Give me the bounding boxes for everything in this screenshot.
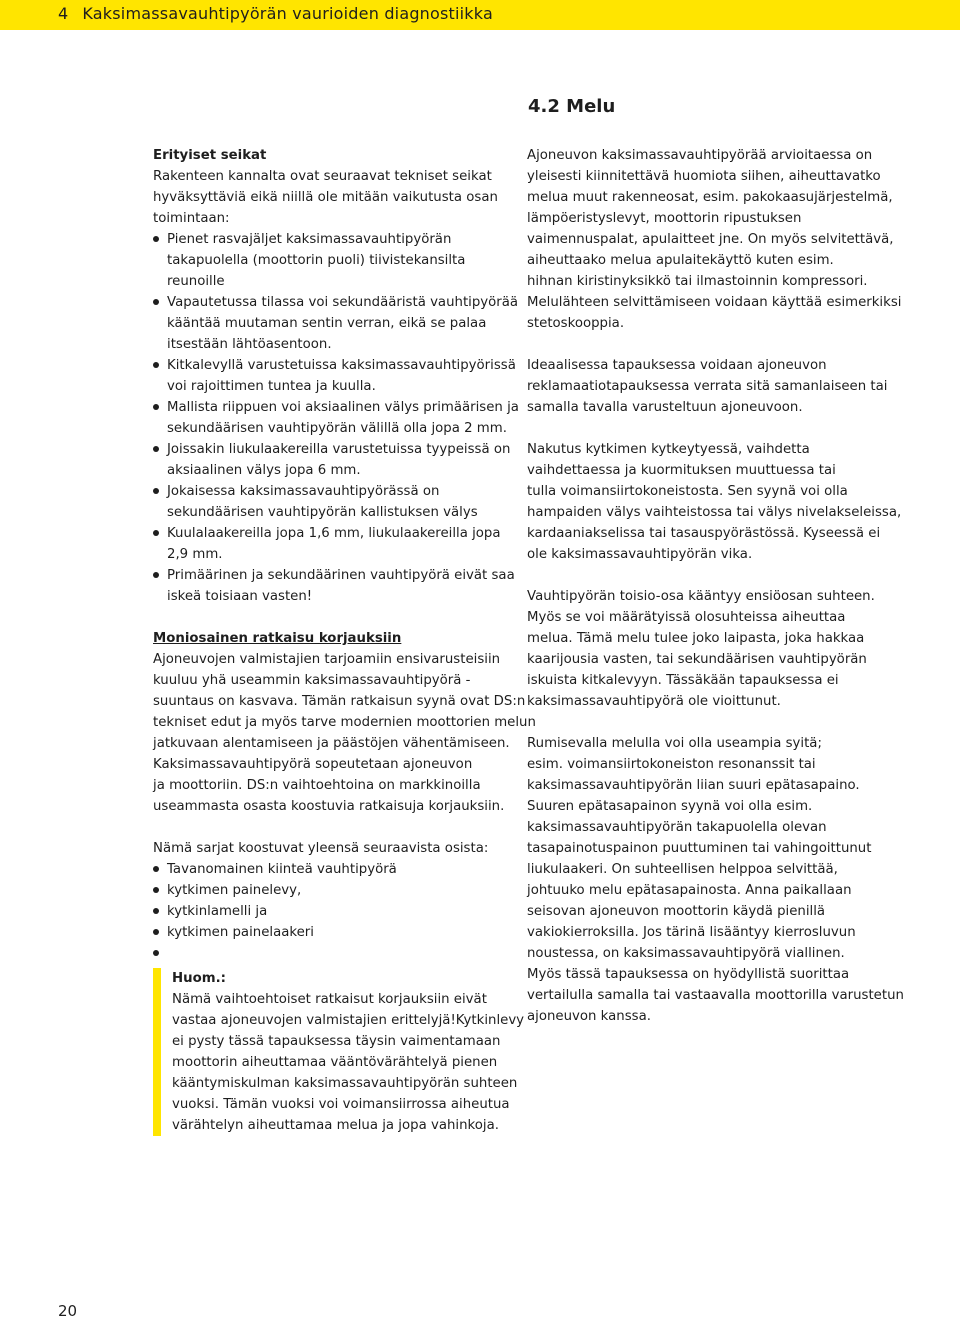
- right-paragraph-line: melua muut rakenneosat, esim. pakokaasujärjestelmä,: [527, 190, 893, 205]
- chapter-header-bar: [0, 0, 960, 30]
- erityiset-heading: Erityiset seikat: [153, 148, 267, 163]
- sarjat-list-item: Tavanomainen kiinteä vauhtipyörä: [153, 859, 528, 880]
- right-paragraph-line: kaksimassavauhtipyörä ole vioittunut.: [527, 694, 781, 709]
- moniosainen-paragraph-line: kuuluu yhä useammin kaksimassavauhtipyörä -: [153, 673, 471, 688]
- right-paragraph-line: seisovan ajoneuvon moottorin käydä pienillä: [527, 904, 826, 919]
- erityiset-bullet-line: aksiaalinen välys jopa 6 mm.: [167, 463, 361, 478]
- erityiset-bullet-line: Joissakin liukulaakereilla varustetuissa tyypeissä on: [153, 439, 528, 460]
- right-paragraph-line: kaksimassavauhtipyörän takapuolella olevan: [527, 820, 827, 835]
- right-paragraph-line: Myös tässä tapauksessa on hyödyllistä suorittaa: [527, 967, 850, 982]
- chapter-number: 4: [58, 4, 69, 23]
- right-paragraph-line: noustessa, on kaksimassavauhtipyörä viallinen.: [527, 946, 845, 961]
- erityiset-bullet-line: itsestään lähtöasentoon.: [167, 337, 332, 352]
- chapter-title: Kaksimassavauhtipyörän vaurioiden diagnostiikka: [82, 4, 493, 23]
- erityiset-bullet-line: Kuulalaakereilla jopa 1,6 mm, liukulaakereilla jopa: [153, 523, 528, 544]
- right-paragraph-line: lämpöeristyslevyt, moottorin ripustuksen: [527, 211, 802, 226]
- erityiset-intro-line: Rakenteen kannalta ovat seuraavat tekniset seikat: [153, 169, 492, 184]
- erityiset-bullet-line: Mallista riippuen voi aksiaalinen välys primäärisen ja: [153, 397, 528, 418]
- sarjat-list-item: [153, 943, 528, 964]
- right-paragraph-line: melua. Tämä melu tulee joko laipasta, joka hakkaa: [527, 631, 865, 646]
- sarjat-list-item: kytkimen painelevy,: [153, 880, 528, 901]
- erityiset-bullet-line: Pienet rasvajäljet kaksimassavauhtipyörän: [153, 229, 528, 250]
- right-paragraph-line: tulla voimansiirtokoneistosta. Sen syynä voi olla: [527, 484, 848, 499]
- erityiset-intro-line: toimintaan:: [153, 211, 230, 226]
- spacer: [527, 712, 922, 733]
- right-paragraph-line: Ideaalisessa tapauksessa voidaan ajoneuvon: [527, 358, 827, 373]
- right-paragraph-line: iskuista kitkalevyyn. Tässäkään tapauksessa ei: [527, 673, 839, 688]
- note-accent-bar: [153, 968, 161, 1136]
- note-text: [153, 968, 528, 1136]
- right-paragraph-line: Vauhtipyörän toisio-osa kääntyy ensiöosan suhteen.: [527, 589, 875, 604]
- erityiset-bullet-line: sekundäärisen vauhtipyörän välillä olla jopa 2 mm.: [167, 421, 507, 436]
- right-paragraph-line: Nakutus kytkimen kytkeytyessä, vaihdetta: [527, 442, 810, 457]
- right-paragraph-line: vertailulla samalla tai vastaavalla moottorilla varustetun: [527, 988, 904, 1003]
- erityiset-bullet-line: 2,9 mm.: [167, 547, 223, 562]
- right-paragraph-line: Suuren epätasapainon syynä voi olla esim.: [527, 799, 813, 814]
- chapter-header: [58, 4, 493, 23]
- right-column: [527, 145, 922, 1027]
- note-line: vastaa ajoneuvojen valmistajien erittelyjä!Kytkinlevy: [172, 1013, 525, 1028]
- right-paragraph-line: stetoskooppia.: [527, 316, 625, 331]
- erityiset-bullet-line: Vapautetussa tilassa voi sekundääristä vauhtipyörää: [153, 292, 528, 313]
- right-paragraph-line: vakiokierroksilla. Jos tärinä lisääntyy kierrosluvun: [527, 925, 856, 940]
- erityiset-bullet-line: voi rajoittimen tuntea ja kuulla.: [167, 379, 376, 394]
- note-line: moottorin aiheuttamaa vääntövärähtelyä pienen: [172, 1055, 498, 1070]
- note-line: kääntymiskulman kaksimassavauhtipyörän suhteen: [172, 1076, 518, 1091]
- right-paragraph-line: reklamaatiotapauksessa verrata sitä samanlaiseen tai: [527, 379, 888, 394]
- right-paragraph-line: Melulähteen selvittämiseen voidaan käyttää esimerkiksi: [527, 295, 902, 310]
- erityiset-intro-line: hyväksyttäviä eikä niillä ole mitään vaikutusta osan: [153, 190, 498, 205]
- erityiset-bullet-line: sekundäärisen vauhtipyörän kallistuksen välys: [167, 505, 478, 520]
- moniosainen-paragraph-line: useammasta osasta koostuvia ratkaisuja korjauksiin.: [153, 799, 505, 814]
- right-paragraph-line: kardaaniakselissa tai tasauspyörästössä. Kyseessä ei: [527, 526, 881, 541]
- spacer: [153, 607, 528, 628]
- right-paragraph-line: johtuuko melu epätasapainosta. Anna paikallaan: [527, 883, 852, 898]
- sarjat-list-item: kytkimen painelaakeri: [153, 922, 528, 943]
- right-paragraph-line: tasapainotuspainon puuttuminen tai vahingoittunut: [527, 841, 872, 856]
- moniosainen-paragraph-line: ja moottoriin. DS:n vaihtoehtoina on markkinoilla: [153, 778, 481, 793]
- note-line: Nämä vaihtoehtoiset ratkaisut korjauksiin eivät: [172, 992, 487, 1007]
- note-box: [153, 968, 528, 1136]
- right-paragraph-line: esim. voimansiirtokoneiston resonanssit tai: [527, 757, 816, 772]
- right-paragraph-line: vaihdettaessa ja kuormituksen muuttuessa tai: [527, 463, 836, 478]
- right-paragraph-line: Myös se voi määrätyissä olosuhteissa aiheuttaa: [527, 610, 846, 625]
- erityiset-bullet-line: Jokaisessa kaksimassavauhtipyörässä on: [153, 481, 528, 502]
- right-paragraph-line: kaksimassavauhtipyörän liian suuri epätasapaino.: [527, 778, 860, 793]
- note-label: Huom.:: [172, 971, 226, 986]
- page-number: 20: [58, 1302, 78, 1320]
- erityiset-bullet-line: Primäärinen ja sekundäärinen vauhtipyörä eivät saa: [153, 565, 528, 586]
- right-paragraph-line: hampaiden välys vaihteistossa tai välys nivelakseleissa,: [527, 505, 902, 520]
- spacer: [153, 817, 528, 838]
- right-paragraph-line: ole kaksimassavauhtipyörän vika.: [527, 547, 753, 562]
- note-line: ei pysty tässä tapauksessa täysin vaimentamaan: [172, 1034, 501, 1049]
- right-paragraph-line: hihnan kiristinyksikkö tai ilmastoinnin kompressori.: [527, 274, 868, 289]
- sarjat-intro: Nämä sarjat koostuvat yleensä seuraavista osista:: [153, 841, 489, 856]
- left-column: [153, 145, 536, 1136]
- right-paragraph-line: vaimennuspalat, apulaitteet jne. On myös selvitettävä,: [527, 232, 894, 247]
- note-line: värähtelyn aiheuttamaa melua ja jopa vahinkoja.: [172, 1118, 499, 1133]
- note-line: vuoksi. Tämän vuoksi voi voimansiirrossa aiheutua: [172, 1097, 510, 1112]
- right-paragraph-line: ajoneuvon kanssa.: [527, 1009, 651, 1024]
- right-paragraph-line: Rumisevalla melulla voi olla useampia syitä;: [527, 736, 822, 751]
- section-title: 4.2 Melu: [528, 96, 616, 117]
- moniosainen-paragraph-line: Kaksimassavauhtipyörä sopeutetaan ajoneuvon: [153, 757, 473, 772]
- moniosainen-paragraph-line: Ajoneuvojen valmistajien tarjoamiin ensivarusteisiin: [153, 652, 501, 667]
- spacer: [527, 565, 922, 586]
- right-paragraph-line: Ajoneuvon kaksimassavauhtipyörää arvioitaessa on: [527, 148, 873, 163]
- right-paragraph-line: samalla tavalla varusteltuun ajoneuvoon.: [527, 400, 803, 415]
- erityiset-bullet-line: reunoille: [167, 274, 225, 289]
- spacer: [527, 334, 922, 355]
- erityiset-bullet-line: takapuolella (moottorin puoli) tiivistekansilta: [167, 253, 466, 268]
- sarjat-list-item: kytkinlamelli ja: [153, 901, 528, 922]
- right-paragraph-line: aiheuttaako melua apulaitekäyttö kuten esim.: [527, 253, 834, 268]
- moniosainen-paragraph-line: tekniset edut ja myös tarve modernien moottorien melun: [153, 715, 536, 730]
- moniosainen-paragraph-line: jatkuvaan alentamiseen ja päästöjen vähentämiseen.: [153, 736, 510, 751]
- erityiset-bullet-line: Kitkalevyllä varustetuissa kaksimassavauhtipyörissä: [153, 355, 528, 376]
- right-paragraph-line: yleisesti kiinnitettävä huomiota siihen, aiheuttavatko: [527, 169, 881, 184]
- erityiset-bullet-line: kääntää muutaman sentin verran, eikä se palaa: [167, 316, 487, 331]
- spacer: [527, 418, 922, 439]
- moniosainen-paragraph-line: suuntaus on kasvava. Tämän ratkaisun syynä ovat DS:n: [153, 694, 526, 709]
- right-paragraph-line: kaarijousia vasten, tai sekundäärisen vauhtipyörän: [527, 652, 867, 667]
- right-paragraph-line: liukulaakeri. On suhteellisen helppoa selvittää,: [527, 862, 838, 877]
- moniosainen-heading: Moniosainen ratkaisu korjauksiin: [153, 631, 402, 646]
- erityiset-bullet-line: iskeä toisiaan vasten!: [167, 589, 313, 604]
